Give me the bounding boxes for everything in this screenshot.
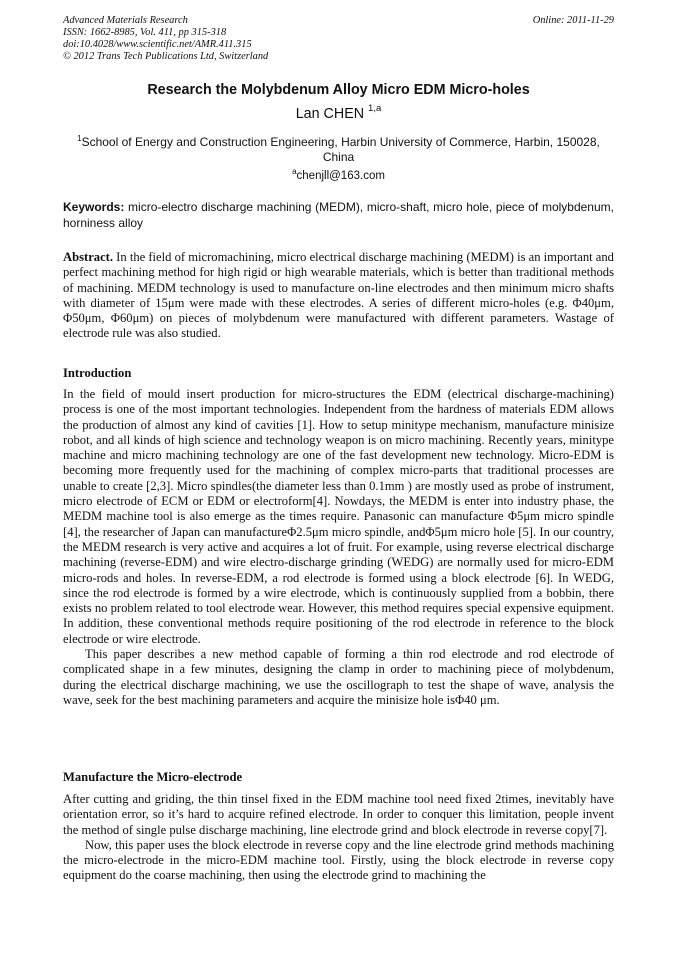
introduction-heading: Introduction <box>63 366 132 380</box>
keywords <box>63 200 614 231</box>
issn-line: ISSN: 1662-8985, Vol. 411, pp 315-318 <box>63 27 227 38</box>
email-superscript: a <box>292 167 297 176</box>
email-text: chenjll@163.com <box>296 169 385 182</box>
introduction-paragraph: This paper describes a new method capable of forming a thin rod electrode and rod electrode of complicated shape in a few minutes, designing the clamp in order to machining piece of molybdenum, during the electrical discharge machining, we use the oscillograph to test the shape of wave, analysis the wave, seek for the best machining parameters and acquire the minisize hole isΦ40 μm. <box>63 647 614 707</box>
author-line <box>63 104 614 122</box>
affiliation-text: School of Energy and Construction Engineering, Harbin University of Commerce, Harbin, 150028, China <box>81 135 600 164</box>
introduction-body <box>63 387 614 708</box>
doi-line: doi:10.4028/www.scientific.net/AMR.411.315 <box>63 39 252 50</box>
affiliation-superscript: 1 <box>77 134 82 143</box>
manufacture-body <box>63 792 614 884</box>
author-name: Lan CHEN <box>295 105 365 122</box>
keywords-label: Keywords: <box>63 200 125 214</box>
manufacture-heading: Manufacture the Micro-electrode <box>63 770 243 784</box>
abstract-text: In the field of micromachining, micro electrical discharge machining (MEDM) is an important and perfect machining method for high rigid or high wearable materials, which is better than traditional methods of machining. MEDM technology is used to manufacture on-line electrodes and then minimum micro shafts with diameter of 15μm were made with these electrodes. A series of different micro-holes (e.g. Φ40μm, Φ50μm, Φ60μm) on pieces of molybdenum were manufactured with different parameters. Wastage of electrode rule was also studied. <box>63 250 614 341</box>
paper-title: Research the Molybdenum Alloy Micro EDM Micro-holes <box>147 82 530 98</box>
abstract <box>63 250 614 342</box>
online-date: Online: 2011-11-29 <box>532 15 614 26</box>
journal-name: Advanced Materials Research <box>63 15 188 26</box>
affiliation <box>63 131 614 165</box>
introduction-paragraph: In the field of mould insert production for micro-structures the EDM (electrical discharge-machining) process is one of the most important technologies. Independent from the hardness of materials EDM allows the production of almost any kind of cavities [1]. How to setup minitype mechanism, manufacture minisize robot, and all kinds of high science and technology weapon is on micro machining. Recently years, minitype machine and micro machining technology are one of the fast development new technology. Micro-EDM is becoming more frequently used for the machining of complex micro-parts that traditional processes are unable to create [2,3]. Micro spindles(the diameter less than 0.1mm ) are mostly used as probe of instrument, micro electrode of ECM or EDM or electroform[4]. Nowdays, the MEDM is enter into industry phase, the MEDM machine tool is also emerge as the times require. Panasonic can manufacture Φ5μm micro spindle [4], the researcher of Japan can manufactureΦ2.5μm micro spindle, andΦ5μm micro hole [5]. In our country, the MEDM research is very active and acquires a lot of fruit. For example, using reverse electrical discharge machining (reverse-EDM) and wire electro-discharge grinding (WEDG) are normally used for micro-EDM micro-rods and holes. In reverse-EDM, a rod electrode is formed using a block electrode [6]. In WEDG, since the rod electrode is formed by a wire electrode, which is continuously supplied from a bobbin, there exists no problem related to tool electrode wear. However, this method requires special expensive equipment. In addition, these conventional methods require positioning of the rod electrode in reference to the block electrode or wire electrode. <box>63 387 615 646</box>
author-superscript: 1,a <box>368 103 382 114</box>
manufacture-paragraph: Now, this paper uses the block electrode in reverse copy and the line electrode grind methods machining the micro-electrode in the micro-EDM machine tool. Firstly, using the block electrode in reverse copy equipment do the coarse machining, then using the electrode grind to machining the <box>63 837 614 883</box>
manufacture-paragraph: After cutting and griding, the thin tinsel fixed in the EDM machine tool need fixed 2times, inevitably have orientation error, so it’s hard to acquire refined electrode. In order to conquer this limitation, people invent the method of single pulse discharge machining, line electrode grind and block electrode in reverse copy[7]. <box>63 792 614 837</box>
copyright-line: © 2012 Trans Tech Publications Ltd, Switzerland <box>63 51 269 62</box>
journal-header <box>63 15 268 63</box>
keywords-text: micro-electro discharge machining (MEDM), micro-shaft, micro hole, piece of molybdenum, horniness alloy <box>63 200 614 230</box>
author-email <box>63 167 614 182</box>
abstract-label: Abstract. <box>63 250 114 264</box>
